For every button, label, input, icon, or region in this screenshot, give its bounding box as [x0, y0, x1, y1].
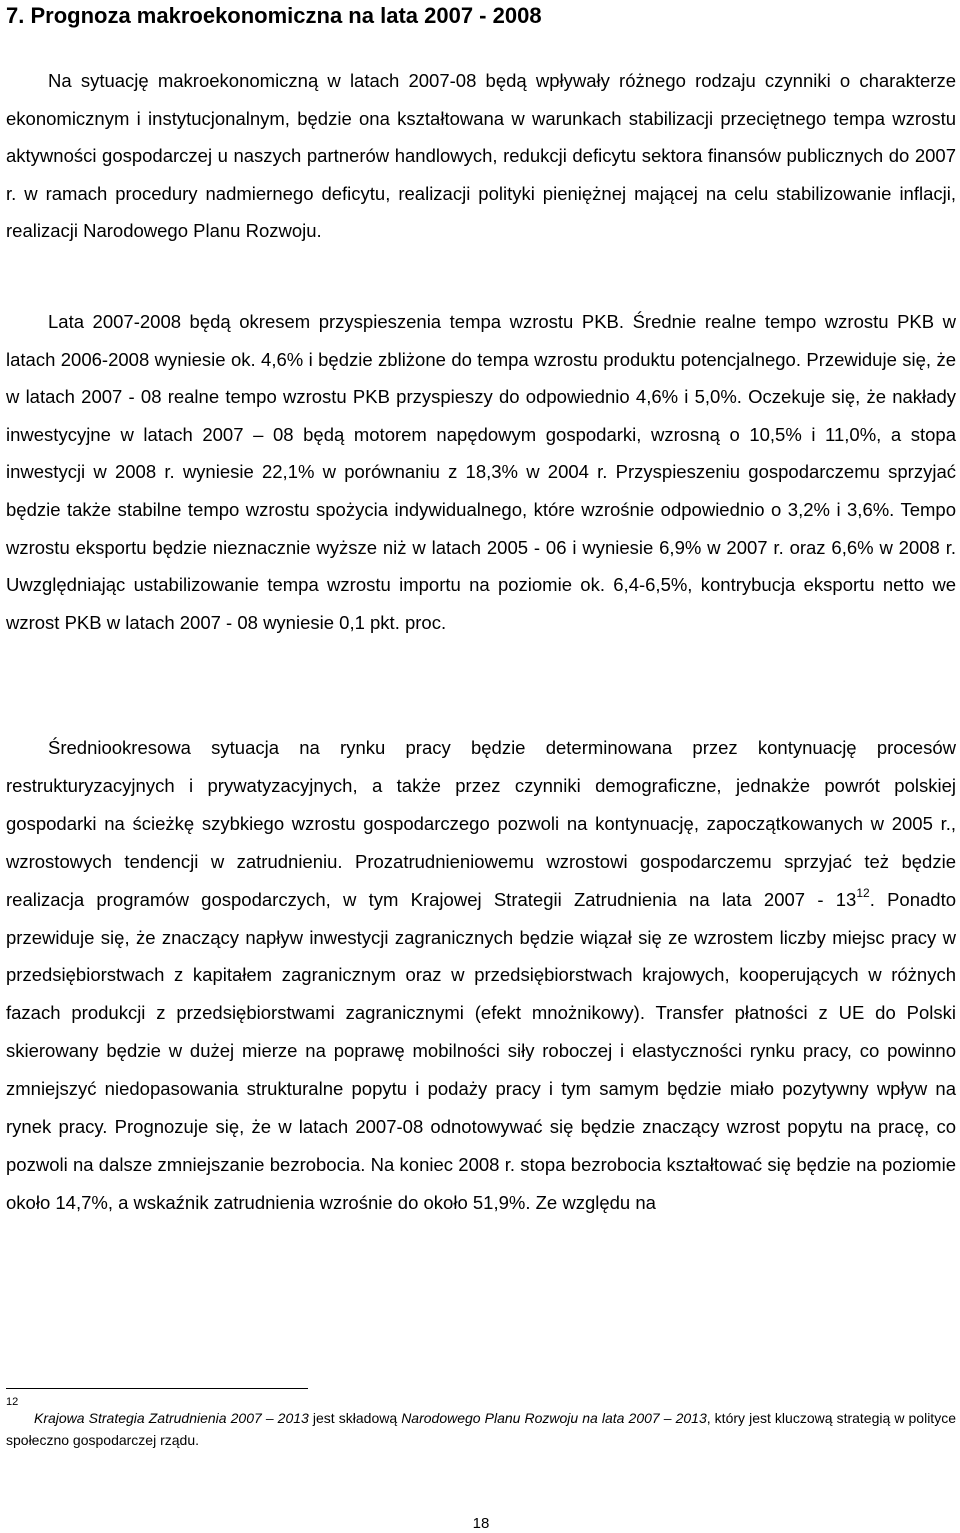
footnote-mark: 12 [6, 1396, 19, 1408]
footnote-plan-title: Narodowego Planu Rozwoju na lata 2007 – 2013 [401, 1410, 707, 1426]
paragraph-labour-market [6, 729, 956, 1222]
footnote [6, 1398, 956, 1451]
footnote-middle-text: jest składową [308, 1410, 402, 1426]
footnote-text [6, 1398, 956, 1451]
footnote-reference[interactable]: 12 [856, 885, 870, 900]
section-heading: 7. Prognoza makroekonomiczna na lata 2007 - 2008 [6, 3, 542, 28]
labour-market-text-part-2: . Ponadto przewiduje się, że znaczący napływ inwestycji zagranicznych będzie wiązał się ze wzrostem liczby miejsc pracy w przedsiębiorstwach z kapitałem zagranicznym oraz w przedsiębiorstwach krajowych, kooperujących w różnych fazach produkcji z przedsiębiorstwami zagranicznymi (efekt mnożnikowy). Transfer płatności z UE do Polski skierowany będzie w dużej mierze na poprawę mobilności siły roboczej i elastyczności rynku pracy, co powinno zmniejszyć niedopasowania strukturalne popytu i podaży pracy i tym samym będzie miało pozytywny wpływ na rynek pracy. Prognozuje się, że w latach 2007-08 odnotowywać się będzie znaczący wzrost popytu na pracę, co pozwoli na dalsze zmniejszanie bezrobocia. Na koniec 2008 r. stopa bezrobocia kształtować się będzie na poziomie około 14,7%, a wskaźnik zatrudnienia wzrośnie do około 51,9%. Ze względu na [6, 888, 956, 1213]
footnote-strategy-title: Krajowa Strategia Zatrudnienia 2007 – 2013 [34, 1410, 309, 1426]
footnote-ending-text: , który jest kluczową strategią w polityce społeczno gospodarczej rządu. [6, 1410, 956, 1448]
document-page [6, 0, 956, 1533]
footnote-separator [6, 1388, 308, 1389]
paragraph-gdp-growth: Lata 2007-2008 będą okresem przyspieszenia tempa wzrostu PKB. Średnie realne tempo wzrostu PKB w latach 2006-2008 wyniesie ok. 4,6% i będzie zbliżone do tempa wzrostu produktu potencjalnego. Przewiduje się, że w latach 2007 - 08 realne tempo wzrostu PKB przyspieszy do odpowiednio 4,6% i 5,0%. Oczekuje się, że nakłady inwestycyjne w latach 2007 – 08 będą motorem napędowym gospodarki, wzrosną o 10,5% i 11,0%, a stopa inwestycji w 2008 r. wyniesie 22,1% w porównaniu z 18,3% w 2004 r. Przyspieszeniu gospodarczemu sprzyjać będzie także stabilne tempo wzrostu spożycia indywidualnego, które wzrośnie odpowiednio o 3,2% i 3,6%. Tempo wzrostu eksportu będzie nieznacznie wyższe niż w latach 2005 - 06 i wyniesie 6,9% w 2007 r. oraz 6,6% w 2008 r. Uwzględniając ustabilizowanie tempa wzrostu importu na poziomie ok. 6,4-6,5%, kontrybucja eksportu netto we wzrost PKB w latach 2007 - 08 wyniesie 0,1 pkt. proc. [6, 311, 956, 633]
page-number: 18 [472, 1515, 490, 1532]
labour-market-text-part-1: Średniookresowa sytuacja na rynku pracy będzie determinowana przez kontynuację procesów restrukturyzacyjnych i prywatyzacyjnych, a także przez czynniki demograficzne, jednakże powrót polskiej gospodarki na ścieżkę szybkiego wzrostu gospodarczego pozwoli na kontynuację, zapoczątkowanych w 2005 r., wzrostowych tendencji w zatrudnieniu. Prozatrudnieniowemu wzrostowi gospodarczemu sprzyjać też będzie realizacja programów gospodarczych, w tym Krajowej Strategii Zatrudnienia na lata 2007 - 13 [6, 737, 956, 910]
paragraph-macroeconomic-situation: Na sytuację makroekonomiczną w latach 2007-08 będą wpływały różnego rodzaju czynniki o charakterze ekonomicznym i instytucjonalnym, będzie ona kształtowana w warunkach stabilizacji przeciętnego tempa wzrostu aktywności gospodarczej u naszych partnerów handlowych, redukcji deficytu sektora finansów publicznych do 2007 r. w ramach procedury nadmiernego deficytu, realizacji polityki pieniężnej mającej na celu stabilizowanie inflacji, realizacji Narodowego Planu Rozwoju. [6, 70, 956, 241]
